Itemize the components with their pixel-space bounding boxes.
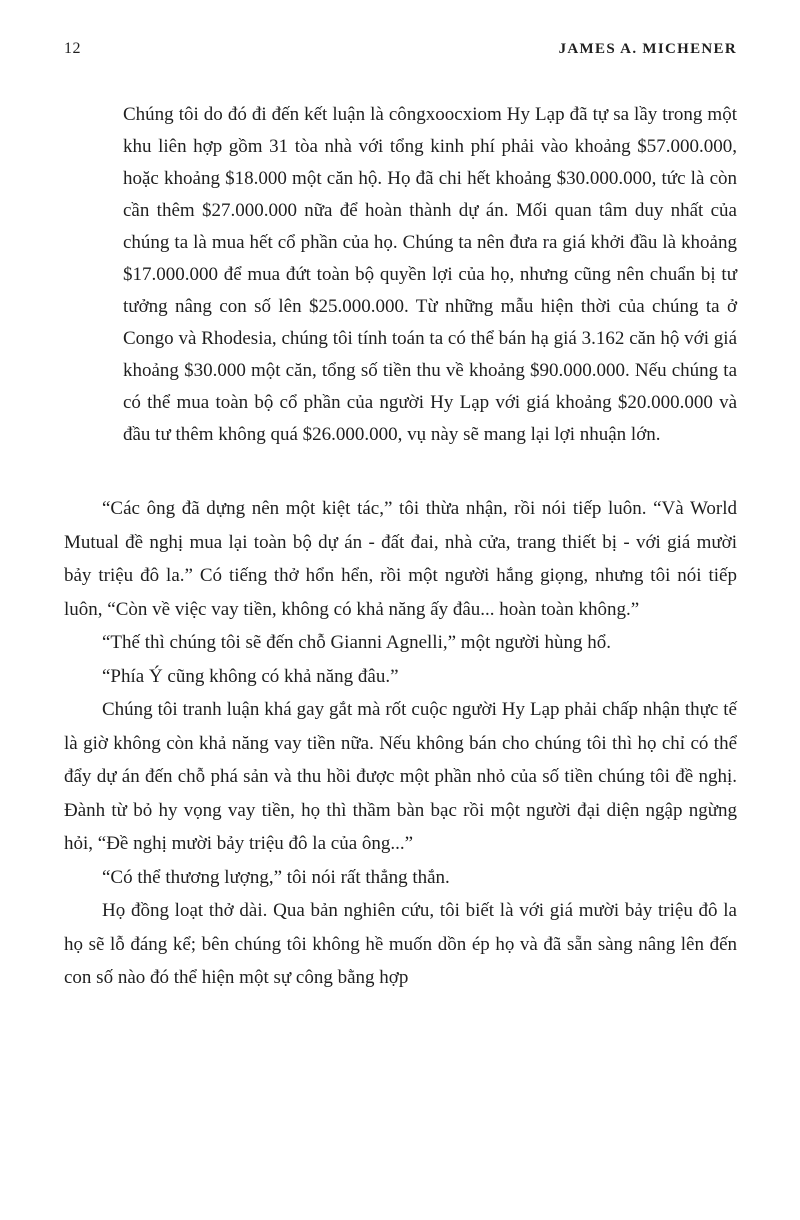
running-head-author: JAMES A. MICHENER bbox=[558, 41, 737, 57]
body-text bbox=[64, 492, 737, 995]
paragraph-dialogue-negotiable: “Có thể thương lượng,” tôi nói rất thẳng thắn. bbox=[102, 866, 450, 888]
paragraph-sigh: Họ đồng loạt thở dài. Qua bản nghiên cứu, tôi biết là với giá mười bảy triệu đô la họ sẽ lỗ đáng kể; bên chúng tôi không hề muốn dồn ép họ và đã sẵn sàng nâng lên đến con số nào đó thể hiện một sự công bằng hợp bbox=[64, 900, 737, 988]
page-header bbox=[64, 40, 737, 58]
paragraph-dialogue-offer: “Các ông đã dựng nên một kiệt tác,” tôi thừa nhận, rồi nói tiếp luôn. “Và World Mutual đề nghị mua lại toàn bộ dự án - đất đai, nhà cửa, trang thiết bị - với giá mười bảy triệu đô la.” Có tiếng thở hổn hển, rồi một người hắng giọng, nhưng tôi nói tiếp luôn, “Còn về việc vay tiền, không có khả năng ấy đâu... hoàn toàn không.” bbox=[64, 498, 737, 620]
paragraph-dialogue-italy: “Phía Ý cũng không có khả năng đâu.” bbox=[102, 665, 399, 687]
block-quote: Chúng tôi do đó đi đến kết luận là côngxoocxiom Hy Lạp đã tự sa lầy trong một khu liên hợp gồm 31 tòa nhà với tổng kinh phí phải vào khoảng $57.000.000, hoặc khoảng $18.000 một căn hộ. Họ đã chi hết khoảng $30.000.000, tức là còn cần thêm $27.000.000 nữa để hoàn thành dự án. Mối quan tâm duy nhất của chúng ta là mua hết cổ phần của họ. Chúng ta nên đưa ra giá khởi đầu là khoảng $17.000.000 để mua đứt toàn bộ quyền lợi của họ, nhưng cũng nên chuẩn bị tư tưởng nâng con số lên $25.000.000. Từ những mẫu hiện thời của chúng ta ở Congo và Rhodesia, chúng tôi tính toán ta có thể bán hạ giá 3.162 căn hộ với giá khoảng $30.000 một căn, tổng số tiền thu về khoảng $90.000.000. Nếu chúng ta có thể mua toàn bộ cổ phần của người Hy Lạp với giá khoảng $20.000.000 và đầu tư thêm không quá $26.000.000, vụ này sẽ mang lại lợi nhuận lớn. bbox=[123, 104, 737, 445]
paragraph-dialogue-agnelli: “Thế thì chúng tôi sẽ đến chỗ Gianni Agnelli,” một người hùng hổ. bbox=[102, 632, 611, 653]
page-number: 12 bbox=[64, 40, 81, 57]
paragraph-negotiation: Chúng tôi tranh luận khá gay gắt mà rốt cuộc người Hy Lạp phải chấp nhận thực tế là giờ không còn khả năng vay tiền nữa. Nếu không bán cho chúng tôi thì họ chỉ có thể đẩy dự án đến chỗ phá sản và thu hồi được một phần nhỏ của số tiền chúng tôi đề nghị. Đành từ bỏ hy vọng vay tiền, họ thì thầm bàn bạc rồi một người đại diện ngập ngừng hỏi, “Đề nghị mười bảy triệu đô la của ông...” bbox=[64, 699, 737, 854]
